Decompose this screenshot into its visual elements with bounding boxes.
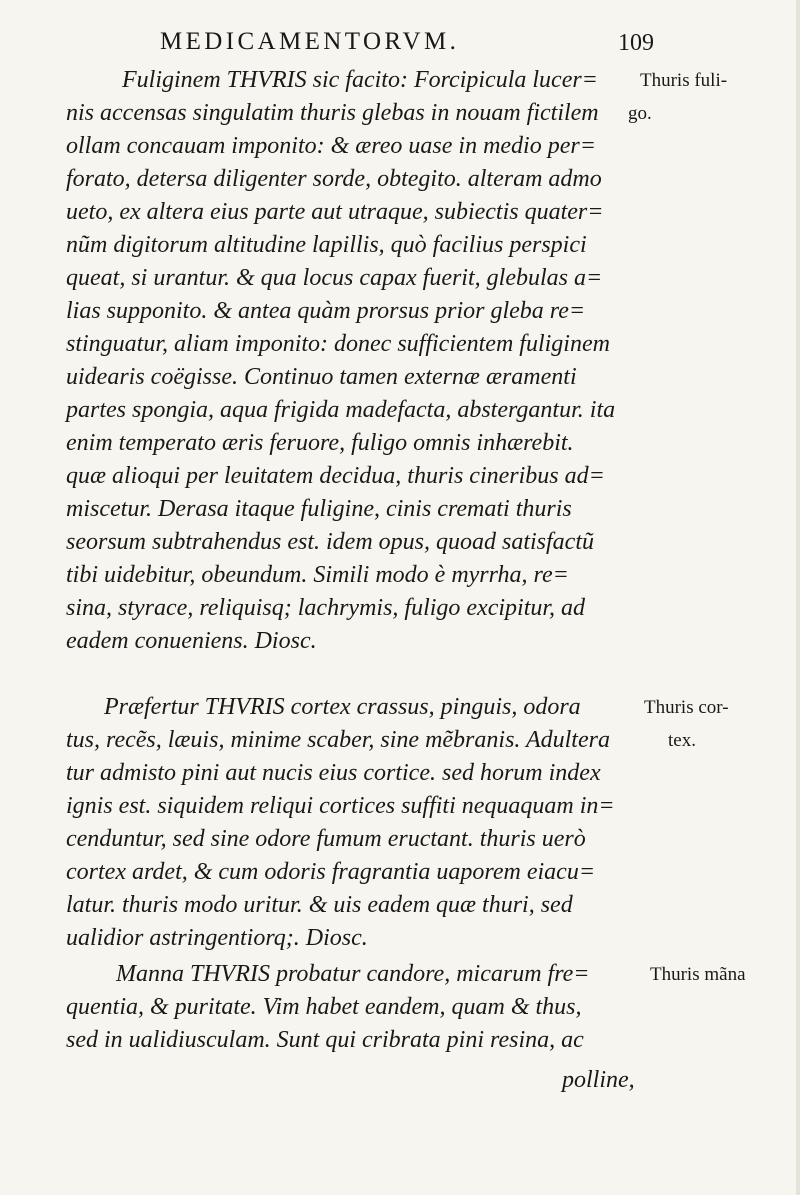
line-text: queat, si urantur. & qua locus capax fuerit, glebulas a= (66, 265, 603, 291)
line-text: ueto, ex altera eius parte aut utraque, subiectis quater= (66, 199, 604, 225)
text-line (0, 691, 800, 724)
text-line (0, 757, 800, 790)
line-text: lias supponito. & antea quàm prorsus prior gleba re= (66, 298, 586, 324)
text-line (0, 823, 800, 856)
text-line (0, 790, 800, 823)
line-text: quentia, & puritate. Vim habet eandem, quam & thus, (66, 994, 582, 1020)
line-text: miscetur. Derasa itaque fuligine, cinis cremati thuris (66, 496, 572, 522)
text-line (0, 958, 800, 991)
text-line (0, 196, 800, 229)
text-line (0, 262, 800, 295)
line-text: ualidior astringentiorq;. Diosc. (66, 925, 368, 951)
line-text: partes spongia, aqua frigida madefacta, abstergantur. ita (66, 397, 616, 423)
line-text: ignis est. siquidem reliqui cortices suffiti nequaquam in= (66, 793, 615, 819)
marginal-note: Thuris mãna (650, 964, 746, 985)
text-line (0, 361, 800, 394)
line-text: cortex ardet, & cum odoris fragrantia uaporem eiacu= (66, 859, 596, 885)
text-line (0, 97, 800, 130)
text-line (0, 1064, 800, 1097)
line-text: sina, styrace, reliquisq; lachrymis, fuligo excipitur, ad (66, 595, 586, 621)
marginal-note: Thuris cor- (644, 697, 729, 718)
line-text: cenduntur, sed sine odore fumum eructant. thuris uerò (66, 826, 586, 852)
line-text: tus, recẽs, læuis, minime scaber, sine mẽbranis. Adultera (66, 727, 610, 753)
text-line (0, 460, 800, 493)
line-text: nũm digitorum altitudine lapillis, quò facilius perspici (66, 232, 587, 258)
page-header (0, 24, 800, 64)
text-line (0, 592, 800, 625)
line-text: sed in ualidiusculam. Sunt qui cribrata pini resina, ac (66, 1027, 584, 1053)
marginal-note: tex. (668, 730, 696, 751)
text-line (0, 493, 800, 526)
text-line (0, 526, 800, 559)
text-line (0, 130, 800, 163)
line-text: stinguatur, aliam imponito: donec sufficientem fuliginem (66, 331, 610, 357)
line-text: uidearis coëgisse. Continuo tamen externæ æramenti (66, 364, 577, 390)
line-text: eadem conueniens. Diosc. (66, 628, 317, 654)
line-text: seorsum subtrahendus est. idem opus, quoad satisfactũ (66, 529, 594, 555)
text-line (0, 229, 800, 262)
page-number: 109 (618, 30, 654, 56)
text-line (0, 64, 800, 97)
text-line (0, 1024, 800, 1057)
line-text: quæ alioqui per leuitatem decidua, thuris cineribus ad= (66, 463, 605, 489)
line-text: Manna THVRIS probatur candore, micarum fre= (116, 961, 590, 987)
text-line (0, 724, 800, 757)
line-text: latur. thuris modo uritur. & uis eadem quæ thuri, sed (66, 892, 573, 918)
line-text: tibi uidebitur, obeundum. Simili modo è myrrha, re= (66, 562, 569, 588)
text-line (0, 856, 800, 889)
text-line (0, 625, 800, 658)
text-line (0, 394, 800, 427)
text-line (0, 163, 800, 196)
text-line (0, 427, 800, 460)
line-text: Præfertur THVRIS cortex crassus, pinguis, odora (104, 694, 581, 720)
line-text: ollam concauam imponito: & æreo uase in medio per= (66, 133, 596, 159)
text-line (0, 922, 800, 955)
marginal-note: Thuris fuli- (640, 70, 728, 91)
text-line (0, 991, 800, 1024)
marginal-note: go. (628, 103, 652, 124)
catchword: polline, (562, 1067, 635, 1093)
text-line (0, 328, 800, 361)
running-head: MEDICAMENTORVM. (160, 28, 460, 55)
line-text: nis accensas singulatim thuris glebas in nouam fictilem (66, 100, 599, 126)
text-line (0, 559, 800, 592)
text-line (0, 889, 800, 922)
text-line (0, 295, 800, 328)
line-text: Fuliginem THVRIS sic facito: Forcipicula lucer= (122, 67, 598, 93)
line-text: forato, detersa diligenter sorde, obtegito. alteram admo (66, 166, 602, 192)
line-text: tur admisto pini aut nucis eius cortice. sed horum index (66, 760, 601, 786)
line-text: enim temperato æris feruore, fuligo omnis inhærebit. (66, 430, 574, 456)
